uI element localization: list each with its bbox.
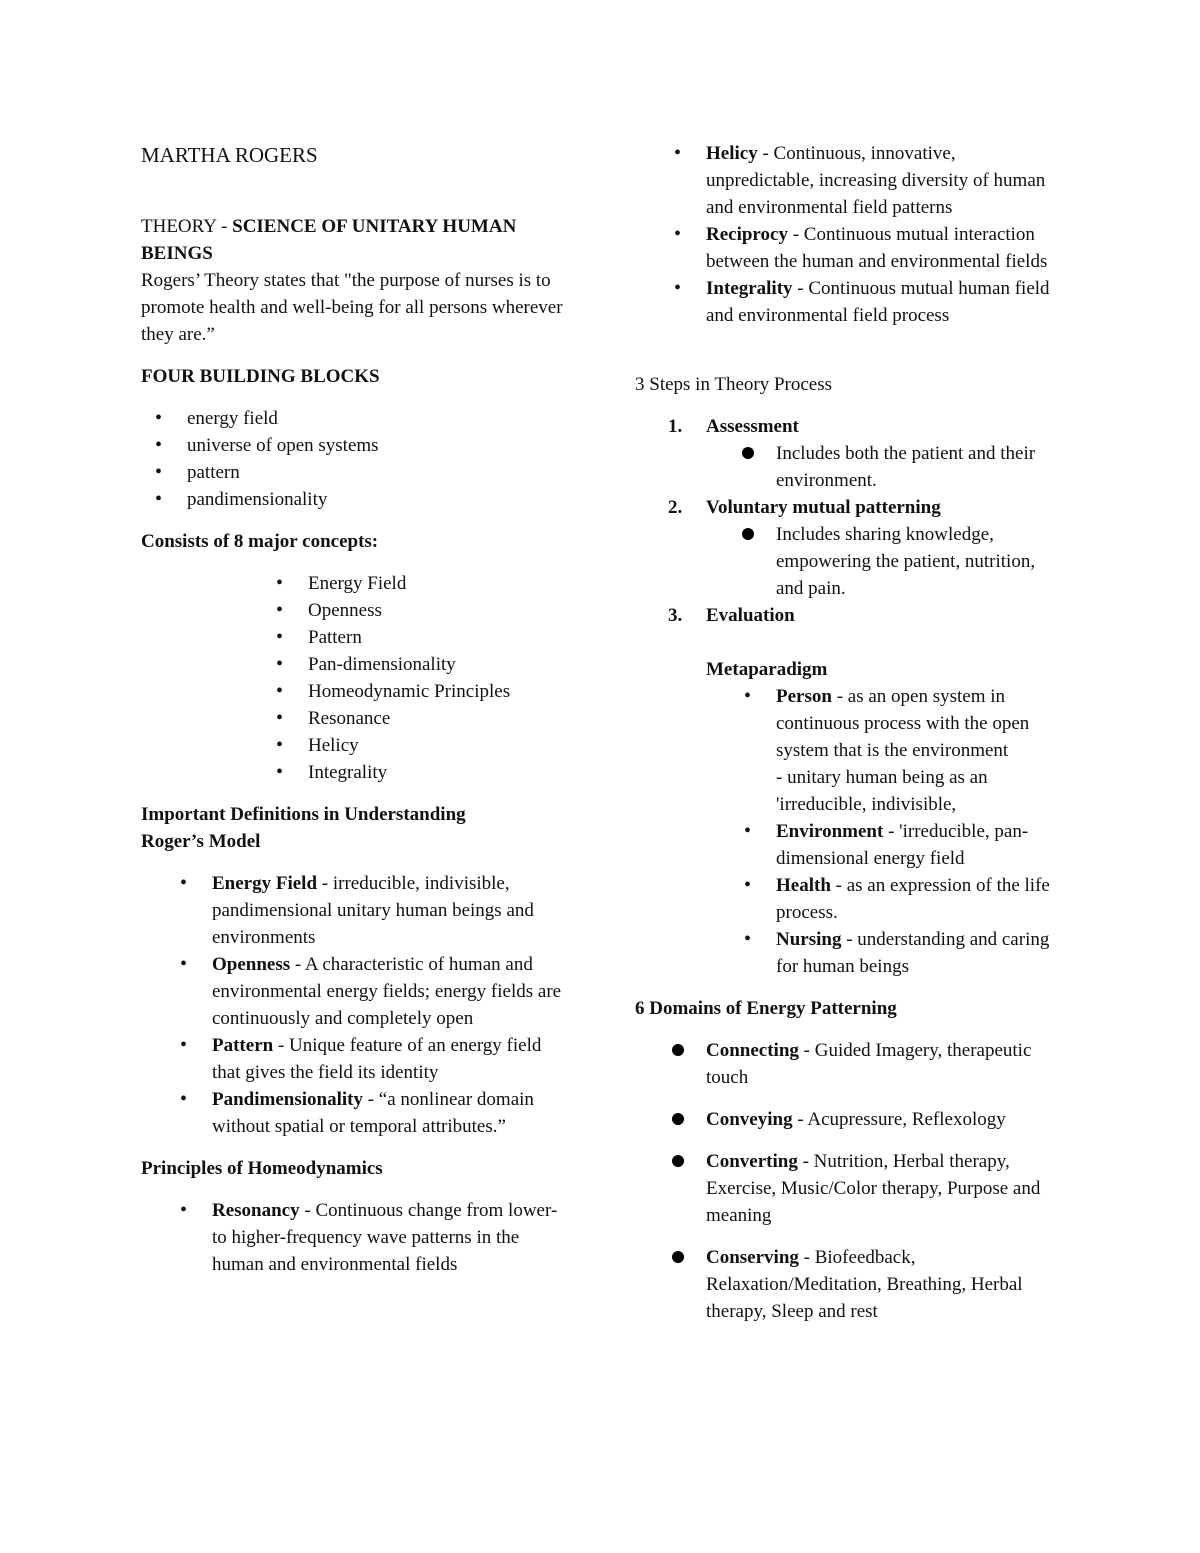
steps-heading: 3 Steps in Theory Process: [635, 374, 833, 395]
list-item: • Pandimensionality - “a nonlinear domain without spatial or temporal attributes.”: [212, 1086, 572, 1140]
theory-statement: Rogers’ Theory states that "the purpose of nurses is to promote health and well-being for all persons wherever they are.”: [141, 270, 563, 345]
theory-name: SCIENCE OF UNITARY HUMAN BEINGS: [141, 216, 517, 264]
theory-line: [141, 213, 581, 267]
step-item: 2. Voluntary mutual patterning Includes sharing knowledge, empowering the patient, nutrition, and pain.: [706, 494, 1066, 602]
step-item: 1. Assessment Includes both the patient and their environment.: [706, 413, 1066, 494]
principles-heading: Principles of Homeodynamics: [141, 1158, 383, 1179]
list-item: • Person - as an open system in continuous process with the open system that is the environment - unitary human being as an 'irreducible, indivisible,: [776, 683, 1061, 818]
right-column: [635, 140, 1075, 1325]
concepts-list: [308, 570, 581, 786]
list-item: Conveying - Acupressure, Reflexology: [706, 1106, 1066, 1133]
list-item: Includes both the patient and their environment.: [776, 440, 1036, 494]
domains-heading: 6 Domains of Energy Patterning: [635, 998, 897, 1019]
domains-list: [706, 1037, 1066, 1325]
list-item: • Integrality: [308, 759, 581, 786]
steps-list: [668, 413, 1066, 629]
list-item: • Openness - A characteristic of human and environmental energy fields; energy fields are continuously and completely open: [212, 951, 572, 1032]
list-item: • Resonance: [308, 705, 581, 732]
metaparadigm-list: [776, 683, 1061, 980]
list-item: Converting - Nutrition, Herbal therapy, Exercise, Music/Color therapy, Purpose and meaning: [706, 1148, 1066, 1229]
list-item: • pandimensionality: [187, 486, 581, 513]
step-item: 3. Evaluation: [668, 605, 795, 626]
list-item: • Health - as an expression of the life process.: [776, 872, 1061, 926]
list-item: • energy field: [187, 405, 581, 432]
list-item: • Nursing - understanding and caring for human beings: [776, 926, 1061, 980]
list-item: Includes sharing knowledge, empowering the patient, nutrition, and pain.: [776, 521, 1036, 602]
list-item: Connecting - Guided Imagery, therapeutic touch: [706, 1037, 1066, 1091]
list-item: • pattern: [187, 459, 581, 486]
list-item: • Environment - 'irreducible, pan-dimensional energy field: [776, 818, 1061, 872]
list-item: • Resonancy - Continuous change from lower- to higher-frequency wave patterns in the human and environmental fields: [212, 1197, 572, 1278]
list-item: • Helicy: [308, 732, 581, 759]
left-column: [141, 140, 581, 1278]
concepts-heading: Consists of 8 major concepts:: [141, 531, 379, 552]
building-blocks-list: [187, 405, 581, 513]
theory-prefix: THEORY -: [141, 216, 233, 237]
list-item: Conserving - Biofeedback, Relaxation/Meditation, Breathing, Herbal therapy, Sleep and rest: [706, 1244, 1066, 1325]
metaparadigm-heading: Metaparadigm: [706, 659, 828, 680]
list-item: • Energy Field: [308, 570, 581, 597]
document-title: MARTHA ROGERS: [141, 143, 318, 167]
list-item: • Openness: [308, 597, 581, 624]
list-item: • Reciprocy - Continuous mutual interaction between the human and environmental fields: [706, 221, 1066, 275]
definitions-list: [212, 870, 572, 1140]
definitions-heading: Important Definitions in Understanding Roger’s Model: [141, 804, 466, 852]
list-item: • Helicy - Continuous, innovative, unpredictable, increasing diversity of human and environmental field patterns: [706, 140, 1066, 221]
list-item: • Pattern - Unique feature of an energy field that gives the field its identity: [212, 1032, 572, 1086]
list-item: • Homeodynamic Principles: [308, 678, 581, 705]
principles-continued-list: [706, 140, 1066, 329]
list-item: • Pattern: [308, 624, 581, 651]
list-item: • Energy Field - irreducible, indivisible, pandimensional unitary human beings and environments: [212, 870, 572, 951]
list-item: • universe of open systems: [187, 432, 581, 459]
list-item: • Pan-dimensionality: [308, 651, 581, 678]
list-item: • Integrality - Continuous mutual human field and environmental field process: [706, 275, 1066, 329]
building-blocks-heading: FOUR BUILDING BLOCKS: [141, 366, 380, 387]
principles-list: [212, 1197, 572, 1278]
